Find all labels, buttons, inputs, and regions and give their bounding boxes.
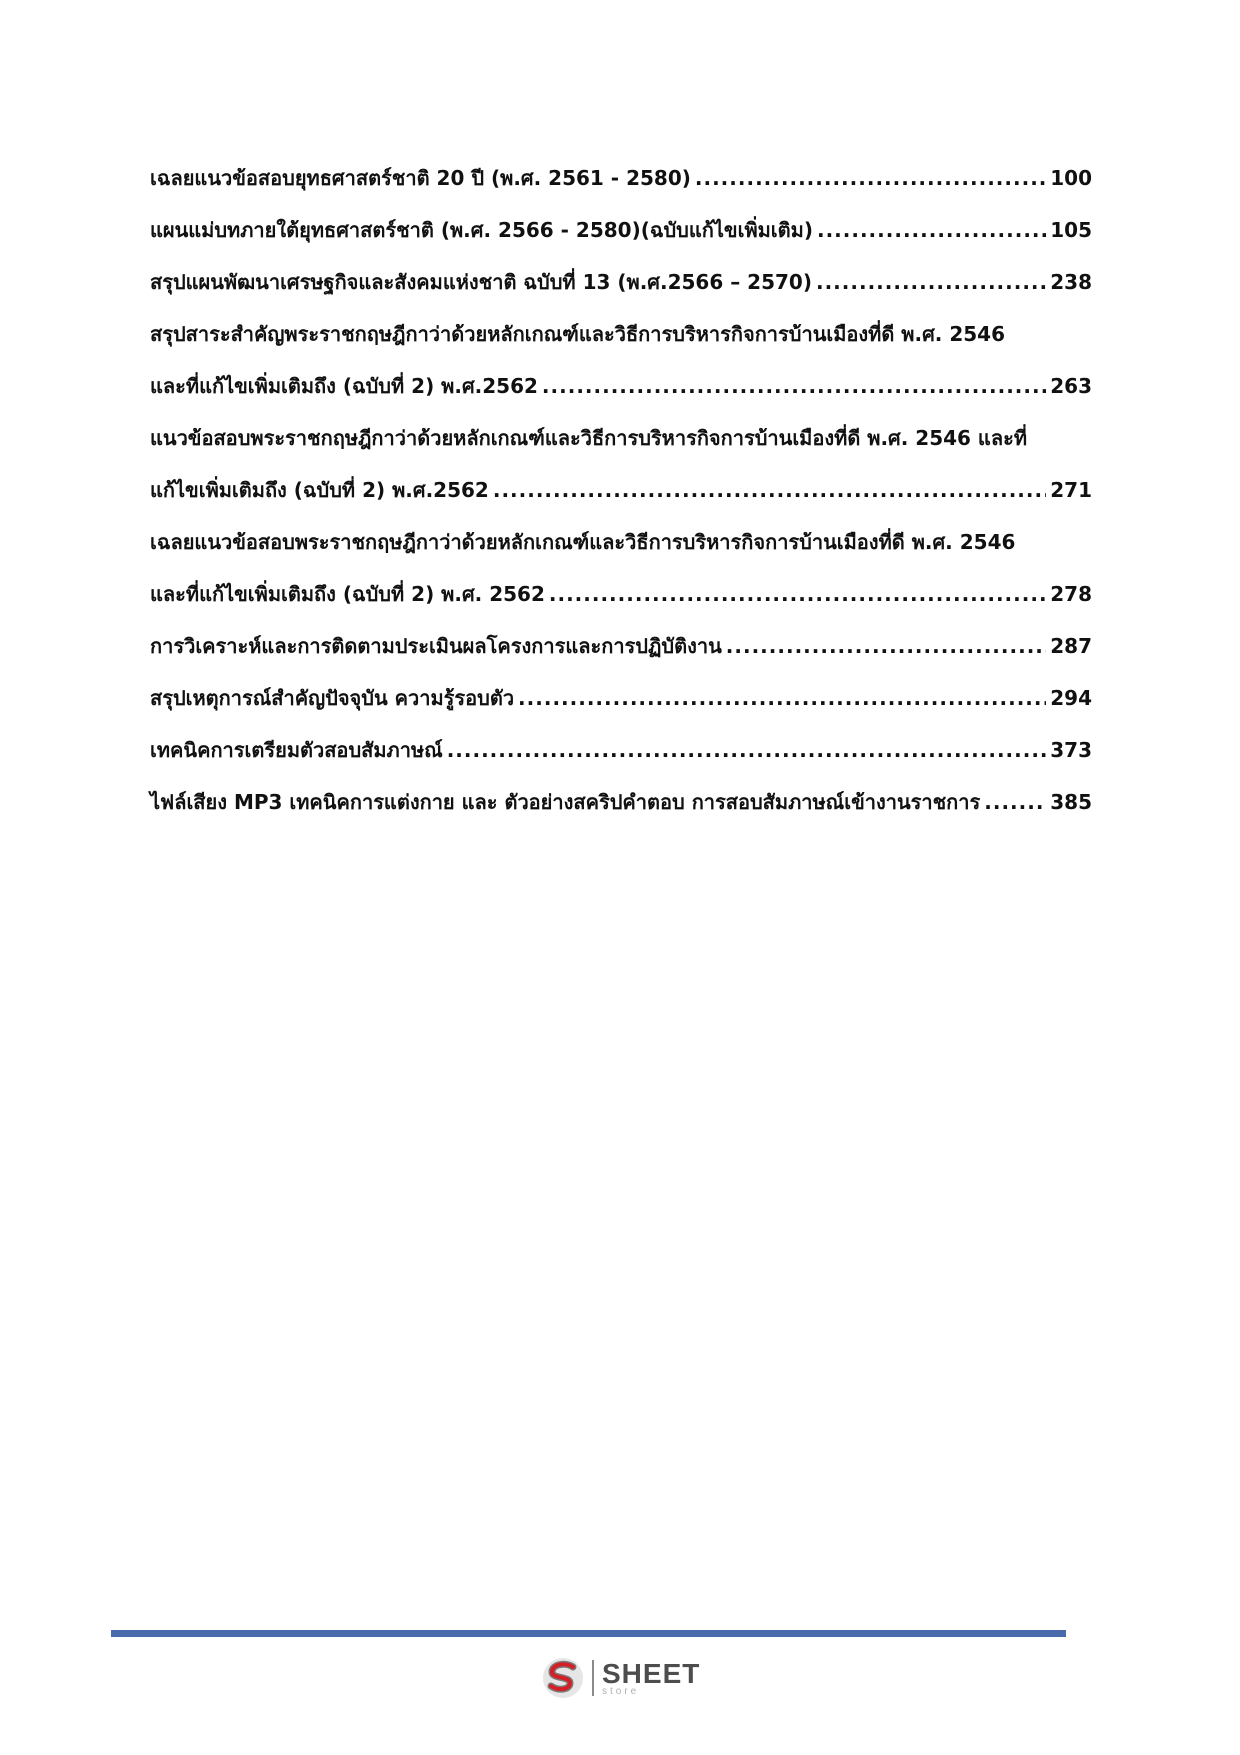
toc-entry[interactable]: [150, 152, 1092, 204]
toc-entry-title-line-2: แก้ไขเพิ่มเติมถึง (ฉบับที่ 2) พ.ศ.2562: [150, 478, 489, 502]
toc-leader-dots: [549, 568, 1046, 620]
toc-line: [150, 152, 1092, 204]
toc-leader-dots: [984, 776, 1046, 828]
toc-line: [150, 620, 1092, 672]
toc-entry-page: 100: [1050, 166, 1092, 190]
toc-line: [150, 360, 1092, 412]
toc-leader-dots: [816, 256, 1046, 308]
toc-leader-dots: [817, 204, 1046, 256]
toc-entry-title: เทคนิคการเตรียมตัวสอบสัมภาษณ์: [150, 738, 443, 762]
toc-leader-dots: [518, 672, 1046, 724]
toc-entry[interactable]: [150, 724, 1092, 776]
toc-entry-title: สรุปแผนพัฒนาเศรษฐกิจและสังคมแห่งชาติ ฉบับที่ 13 (พ.ศ.2566 – 2570): [150, 270, 812, 294]
toc-leader-dots: [695, 152, 1046, 204]
toc-line: [150, 672, 1092, 724]
logo-sub-text: store: [602, 1685, 640, 1697]
toc-line: [150, 724, 1092, 776]
footer-logo: [540, 1655, 700, 1701]
toc-entry-title-line-1: เฉลยแนวข้อสอบพระราชกฤษฎีกาว่าด้วยหลักเกณฑ์และวิธีการบริหารกิจการบ้านเมืองที่ดี พ.ศ. 2546: [150, 530, 1016, 554]
toc-entry-page: 238: [1050, 270, 1092, 294]
toc-leader-dots: [542, 360, 1046, 412]
toc-entry[interactable]: [150, 516, 1092, 620]
logo-main-text: SHEET: [602, 1657, 701, 1689]
toc-entry-title-line-1: แนวข้อสอบพระราชกฤษฎีกาว่าด้วยหลักเกณฑ์และวิธีการบริหารกิจการบ้านเมืองที่ดี พ.ศ. 2546 และที่: [150, 426, 1028, 450]
toc-entry-title: สรุปเหตุการณ์สำคัญปัจจุบัน ความรู้รอบตัว: [150, 686, 515, 710]
toc-entry-title: ไฟล์เสียง MP3 เทคนิคการแต่งกาย และ ตัวอย่างสคริปคำตอบ การสอบสัมภาษณ์เข้างานราชการ: [150, 790, 981, 814]
toc-entry-title-line-1: สรุปสาระสำคัญพระราชกฤษฎีกาว่าด้วยหลักเกณฑ์และวิธีการบริหารกิจการบ้านเมืองที่ดี พ.ศ. 2546: [150, 322, 1005, 346]
toc-entry-page: 271: [1050, 478, 1092, 502]
toc-entry-page: 287: [1050, 634, 1092, 658]
toc-line: [150, 256, 1092, 308]
toc-entry-page: 294: [1050, 686, 1092, 710]
toc-entry-title: การวิเคราะห์และการติดตามประเมินผลโครงการและการปฏิบัติงาน: [150, 634, 722, 658]
toc-leader-dots: [493, 464, 1046, 516]
toc-line: [150, 776, 1092, 828]
toc-entry-page: 373: [1050, 738, 1092, 762]
footer-rule: [111, 1630, 1066, 1637]
toc-entry[interactable]: [150, 672, 1092, 724]
toc-line: [150, 516, 1092, 568]
toc-entry-page: 263: [1050, 374, 1092, 398]
logo-divider: [592, 1660, 594, 1696]
toc-entry[interactable]: [150, 620, 1092, 672]
toc-entry-page: 385: [1050, 790, 1092, 814]
toc-line: [150, 568, 1092, 620]
toc-entry[interactable]: [150, 204, 1092, 256]
toc-entry[interactable]: [150, 412, 1092, 516]
logo-wordmark: [602, 1657, 701, 1697]
toc-line: [150, 464, 1092, 516]
toc-entry-title: เฉลยแนวข้อสอบยุทธศาสตร์ชาติ 20 ปี (พ.ศ. 2561 - 2580): [150, 166, 691, 190]
toc-entry-page: 105: [1050, 218, 1092, 242]
toc-entry-title: แผนแม่บทภายใต้ยุทธศาสตร์ชาติ (พ.ศ. 2566 - 2580)(ฉบับแก้ไขเพิ่มเติม): [150, 218, 813, 242]
toc-leader-dots: [447, 724, 1047, 776]
table-of-contents: [150, 152, 1092, 828]
toc-line: [150, 308, 1092, 360]
toc-line: [150, 412, 1092, 464]
toc-entry-title-line-2: และที่แก้ไขเพิ่มเติมถึง (ฉบับที่ 2) พ.ศ.2562: [150, 374, 538, 398]
toc-entry[interactable]: [150, 776, 1092, 828]
sheet-store-logo-icon: [540, 1655, 586, 1701]
toc-line: [150, 204, 1092, 256]
toc-leader-dots: [726, 620, 1046, 672]
toc-entry[interactable]: [150, 256, 1092, 308]
toc-entry[interactable]: [150, 308, 1092, 412]
toc-entry-title-line-2: และที่แก้ไขเพิ่มเติมถึง (ฉบับที่ 2) พ.ศ. 2562: [150, 582, 545, 606]
toc-entry-page: 278: [1050, 582, 1092, 606]
